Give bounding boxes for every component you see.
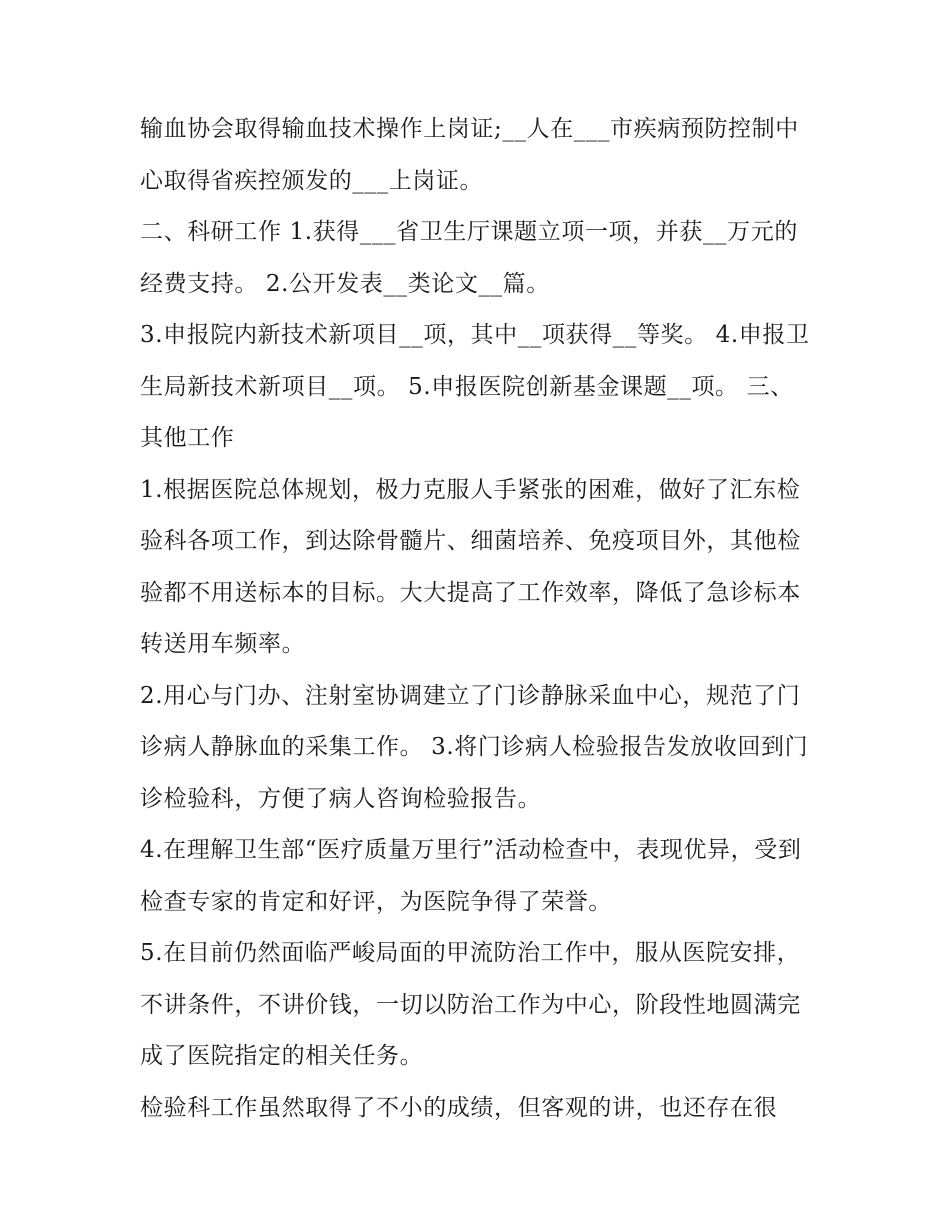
paragraph-certificates: 输血协会取得输血技术操作上岗证;__人在___市疾病预防控制中心取得省疾控颁发的___上岗证。 bbox=[140, 116, 799, 194]
paragraph-new-projects: 3.申报院内新技术新项目__项，其中__项获得__等奖。 4.申报卫生局新技术新项目__项。 5.申报医院创新基金课题__项。 三、其他工作 bbox=[140, 322, 810, 451]
paragraph-other-work-2-3: 2.用心与门办、注射室协调建立了门诊静脉采血中心，规范了门诊病人静脉血的采集工作。 3.将门诊病人检验报告发放收回到门诊检验科，方便了病人咨询检验报告。 bbox=[140, 682, 809, 812]
paragraph-other-work-5: 5.在目前仍然面临严峻局面的甲流防治工作中，服从医院安排，不讲条件，不讲价钱，一切以防治工作为中心，阶段性地圆满完成了医院指定的相关任务。 bbox=[140, 940, 801, 1069]
paragraph-other-work-1: 1.根据医院总体规划，极力克服人手紧张的困难，做好了汇东检验科各项工作，到达除骨髓片、细菌培养、免疫项目外，其他检验都不用送标本的目标。大大提高了工作效率，降低了急诊标本转送用车频率。 bbox=[140, 476, 801, 657]
paragraph-research-work: 二、科研工作 1.获得___省卫生厅课题立项一项，并获__万元的经费支持。 2.公开发表__类论文__篇。 bbox=[140, 219, 798, 297]
document-body bbox=[140, 104, 812, 1134]
paragraph-summary: 检验科工作虽然取得了不小的成绩，但客观的讲，也还存在很 bbox=[140, 1094, 778, 1121]
paragraph-other-work-4: 4.在理解卫生部“医疗质量万里行”活动检查中，表现优异，受到检查专家的肯定和好评，为医院争得了荣誉。 bbox=[140, 837, 802, 915]
